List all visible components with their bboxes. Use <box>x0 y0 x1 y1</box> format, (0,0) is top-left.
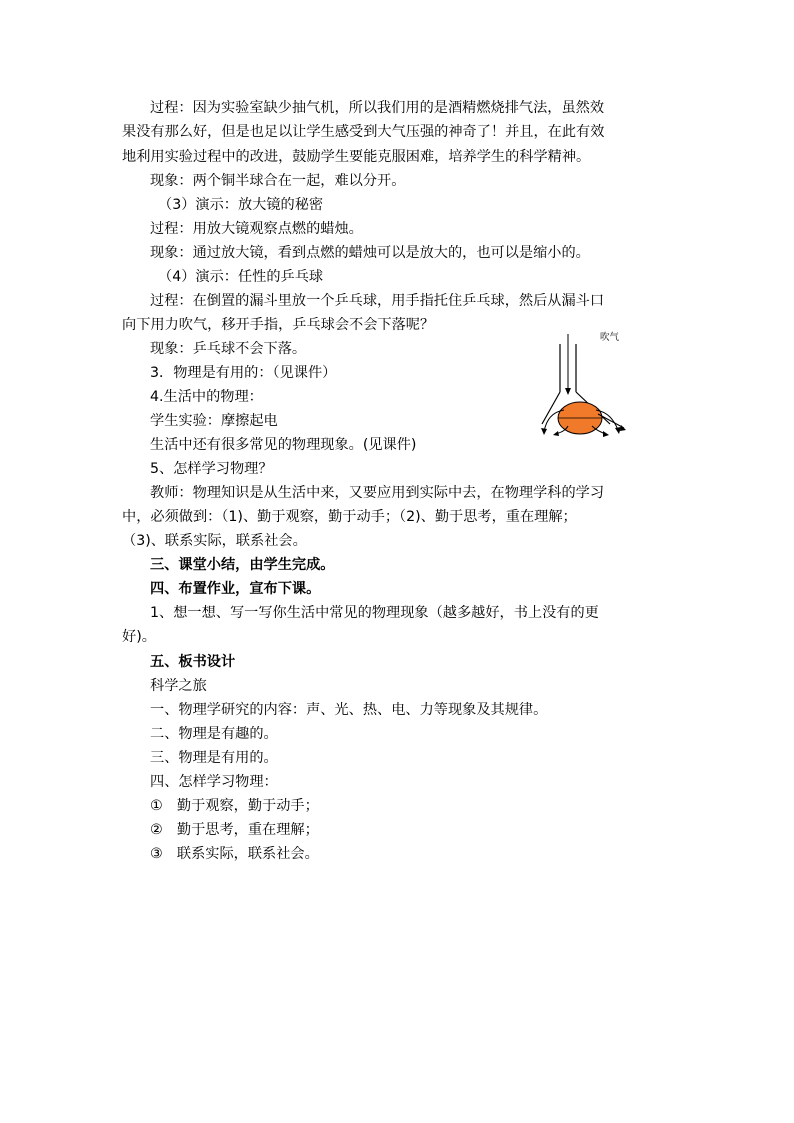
section-heading: 四、布置作业，宣布下课。 <box>150 581 321 597</box>
demo-heading: （4）演示：任性的乒乓球 <box>158 269 324 285</box>
paragraph-line: 过程：用放大镜观察点燃的蜡烛。 <box>150 221 363 237</box>
paragraph-line: 向下用力吹气，移开手指，乒乓球会不会下落呢？ <box>122 317 435 333</box>
paragraph-line: 过程：在倒置的漏斗里放一个乒乓球，用手指托住乒乓球，然后从漏斗口 <box>150 293 605 309</box>
funnel-ping-pong-icon <box>538 330 638 442</box>
paragraph-line: 4.生活中的物理： <box>150 389 263 405</box>
board-item: 二、物理是有趣的。 <box>150 726 278 742</box>
paragraph-line: 果没有那么好，但是也足以让学生感受到大气压强的神奇了！并且，在此有效 <box>122 124 605 140</box>
board-subitem: ① 勤于观察，勤于动手； <box>150 798 319 814</box>
paragraph-line: 5、怎样学习物理？ <box>150 461 273 477</box>
figure-label: 吹气 <box>600 332 620 343</box>
board-item: 三、物理是有用的。 <box>150 750 278 766</box>
demo-heading: （3）演示：放大镜的秘密 <box>158 197 324 213</box>
section-heading: 三、课堂小结，由学生完成。 <box>150 557 335 573</box>
paragraph-line: 生活中还有很多常见的物理现象。(见课件) <box>150 437 417 453</box>
board-title: 科学之旅 <box>150 678 207 694</box>
paragraph-line: 现象：通过放大镜，看到点燃的蜡烛可以是放大的，也可以是缩小的。 <box>150 245 590 261</box>
paragraph-line: 现象：两个铜半球合在一起，难以分开。 <box>150 173 406 189</box>
paragraph-line: 学生实验：摩擦起电 <box>150 413 278 429</box>
board-item: 四、怎样学习物理： <box>150 774 278 790</box>
paragraph-line: 现象：乒乓球不会下落。 <box>150 341 307 357</box>
paragraph-line: 中，必须做到：（1)、勤于观察，勤于动手；（2)、勤于思考，重在理解； <box>122 509 577 525</box>
board-subitem: ② 勤于思考，重在理解； <box>150 822 319 838</box>
paragraph-line: 教师：物理知识是从生活中来，又要应用到实际中去，在物理学科的学习 <box>150 485 605 501</box>
board-subitem: ③ 联系实际，联系社会。 <box>150 846 319 862</box>
paragraph-line: 过程：因为实验室缺少抽气机，所以我们用的是酒精燃烧排气法，虽然效 <box>150 100 605 116</box>
paragraph-line: 1、想一想、写一写你生活中常见的物理现象（越多越好，书上没有的更 <box>150 605 599 621</box>
section-heading: 五、板书设计 <box>150 654 236 670</box>
board-item: 一、物理学研究的内容：声、光、热、电、力等现象及其规律。 <box>150 702 548 718</box>
paragraph-line: 地利用实验过程中的改进，鼓励学生要能克服困难，培养学生的科学精神。 <box>122 149 591 165</box>
paragraph-line: 好)。 <box>122 629 156 645</box>
paragraph-line: （3)、联系实际，联系社会。 <box>122 533 307 549</box>
paragraph-line: 3．物理是有用的：（见课件） <box>150 365 337 381</box>
